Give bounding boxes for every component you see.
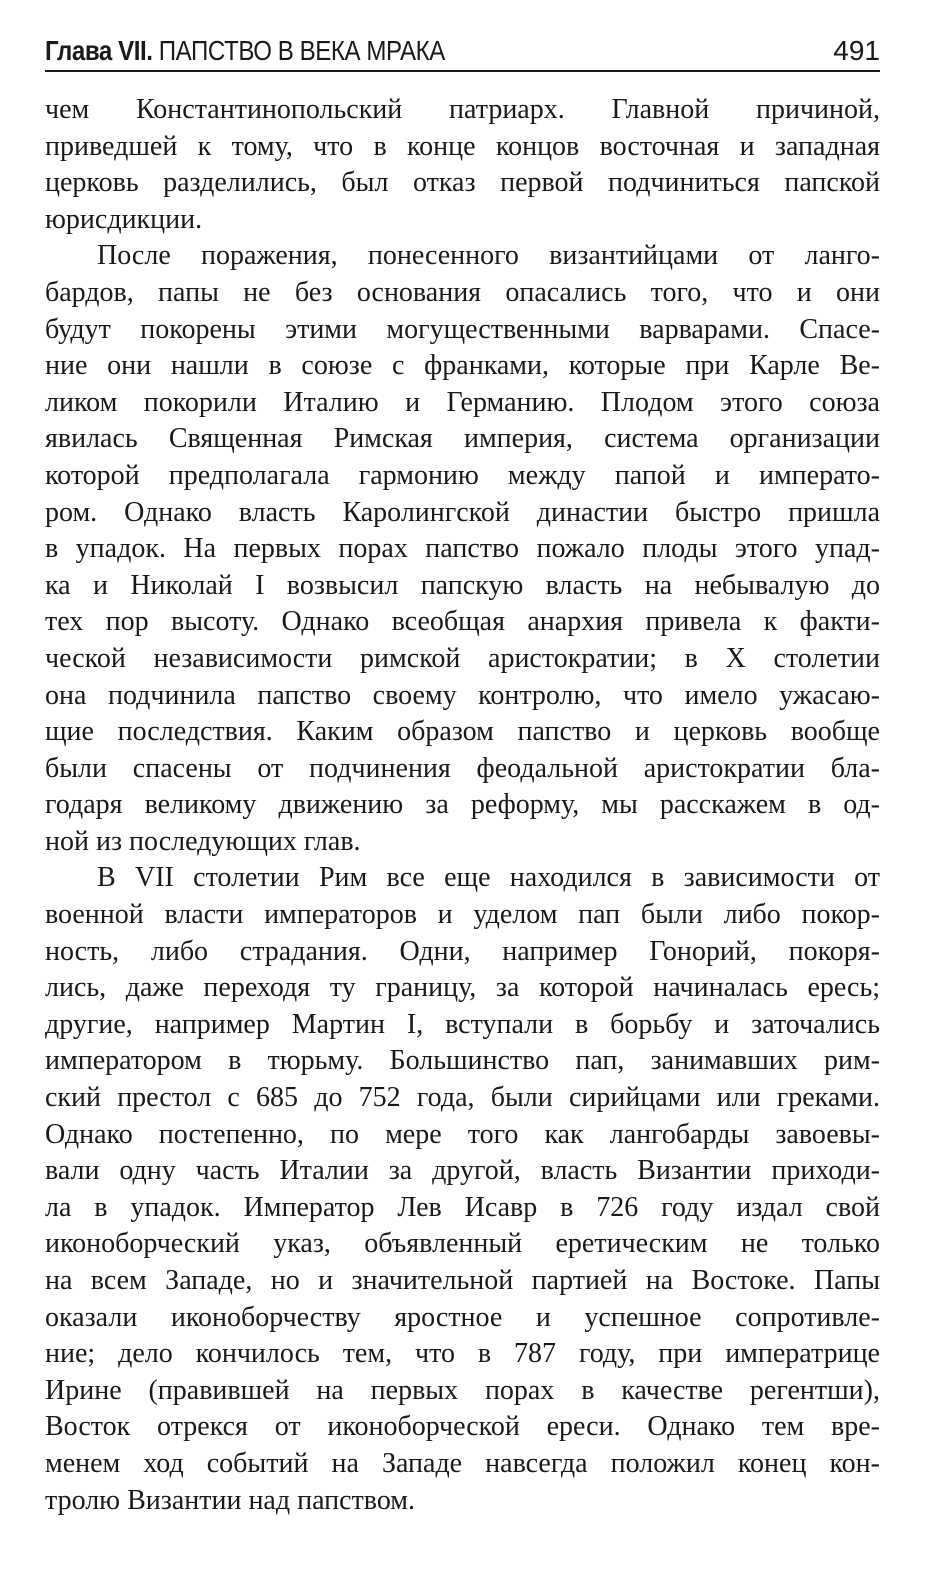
text-line: вали одну часть Италии за другой, власть Византии приходи- — [45, 1155, 880, 1187]
text-line: будут покорены этими могущественными варварами. Спасе- — [45, 313, 880, 345]
text-line: церковь разделились, был отказ первой подчиниться папской — [45, 167, 880, 199]
text-line: менем ход событий на Западе навсегда положил конец кон- — [45, 1447, 880, 1479]
text-line: ка и Николай I возвысил папскую власть на небывалую до — [45, 569, 880, 601]
text-line: ние они нашли в союзе с франками, которые при Карле Ве- — [45, 350, 880, 382]
text-line: годаря великому движению за реформу, мы расскажем в од- — [45, 789, 880, 821]
text-line: В VII столетии Рим все еще находился в зависимости от — [97, 862, 880, 894]
text-line: ла в упадок. Император Лев Исавр в 726 году издал свой — [45, 1191, 880, 1223]
text-line: в упадок. На первых порах папство пожало плоды этого упад- — [45, 533, 880, 565]
text-line: тех пор высоту. Однако всеобщая анархия привела к факти- — [45, 606, 880, 638]
text-line: ние; дело кончилось тем, что в 787 году, при императрице — [45, 1338, 880, 1370]
chapter-heading — [45, 32, 445, 70]
text-line: щие последствия. Каким образом папство и церковь вообще — [45, 716, 880, 748]
text-line: После поражения, понесенного византийцами от ланго- — [97, 240, 880, 272]
text-line: Ирине (правившей на первых порах в качестве регентши), — [45, 1374, 880, 1406]
text-line: другие, например Мартин I, вступали в борьбу и заточались — [45, 1008, 880, 1040]
paragraph-1 — [45, 92, 880, 238]
text-line: военной власти императоров и уделом пап были либо покор- — [45, 899, 880, 931]
text-line: иконоборческий указ, объявленный еретическим не только — [45, 1228, 880, 1260]
book-page — [45, 30, 880, 1519]
text-line: Однако постепенно, по мере того как лангобарды завоевы- — [45, 1118, 880, 1150]
text-line: императором в тюрьму. Большинство пап, занимавших рим- — [45, 1045, 880, 1077]
text-line: она подчинила папство своему контролю, что имело ужасаю- — [45, 679, 880, 711]
text-line: чем Константинопольский патриарх. Главной причиной, — [45, 94, 880, 125]
chapter-title: ПАПСТВО В ВЕКА МРАКА — [158, 35, 445, 66]
text-line: на всем Западе, но и значительной партией на Востоке. Папы — [45, 1265, 880, 1296]
body-text — [45, 92, 880, 1519]
chapter-label: Глава VII. — [45, 35, 153, 66]
text-line: оказали иконоборчеству яростное и успешное сопротивле- — [45, 1301, 880, 1333]
text-line: лись, даже переходя ту границу, за которой начиналась ересь; — [45, 972, 880, 1004]
text-line: которой предполагала гармонию между папой и императо- — [45, 459, 880, 491]
text-line: ский престол с 685 до 752 года, были сирийцами или греками. — [45, 1082, 880, 1114]
text-line: ность, либо страдания. Одни, например Гонорий, покоря- — [45, 935, 880, 967]
text-line: Восток отрекся от иконоборческой ереси. Однако тем вре- — [45, 1411, 880, 1443]
text-line: ной из последующих глав. — [45, 825, 361, 857]
paragraph-2 — [45, 238, 880, 860]
text-line: приведшей к тому, что в конце концов восточная и западная — [45, 130, 880, 162]
paragraph-3 — [45, 860, 880, 1519]
text-line: тролю Византии над папством. — [45, 1484, 416, 1516]
text-line: ликом покорили Италию и Германию. Плодом этого союза — [45, 386, 880, 418]
text-line: бардов, папы не без основания опасались того, что и они — [45, 276, 880, 308]
text-line: ческой независимости римской аристократии; в X столетии — [45, 642, 880, 674]
text-line: ром. Однако власть Каролингской династии быстро пришла — [45, 496, 880, 528]
text-line: юрисдикции. — [45, 203, 203, 235]
running-header — [45, 30, 880, 72]
page-number: 491 — [833, 35, 880, 66]
text-line: были спасены от подчинения феодальной аристократии бла- — [45, 752, 880, 784]
text-line: явилась Священная Римская империя, система организации — [45, 423, 880, 455]
